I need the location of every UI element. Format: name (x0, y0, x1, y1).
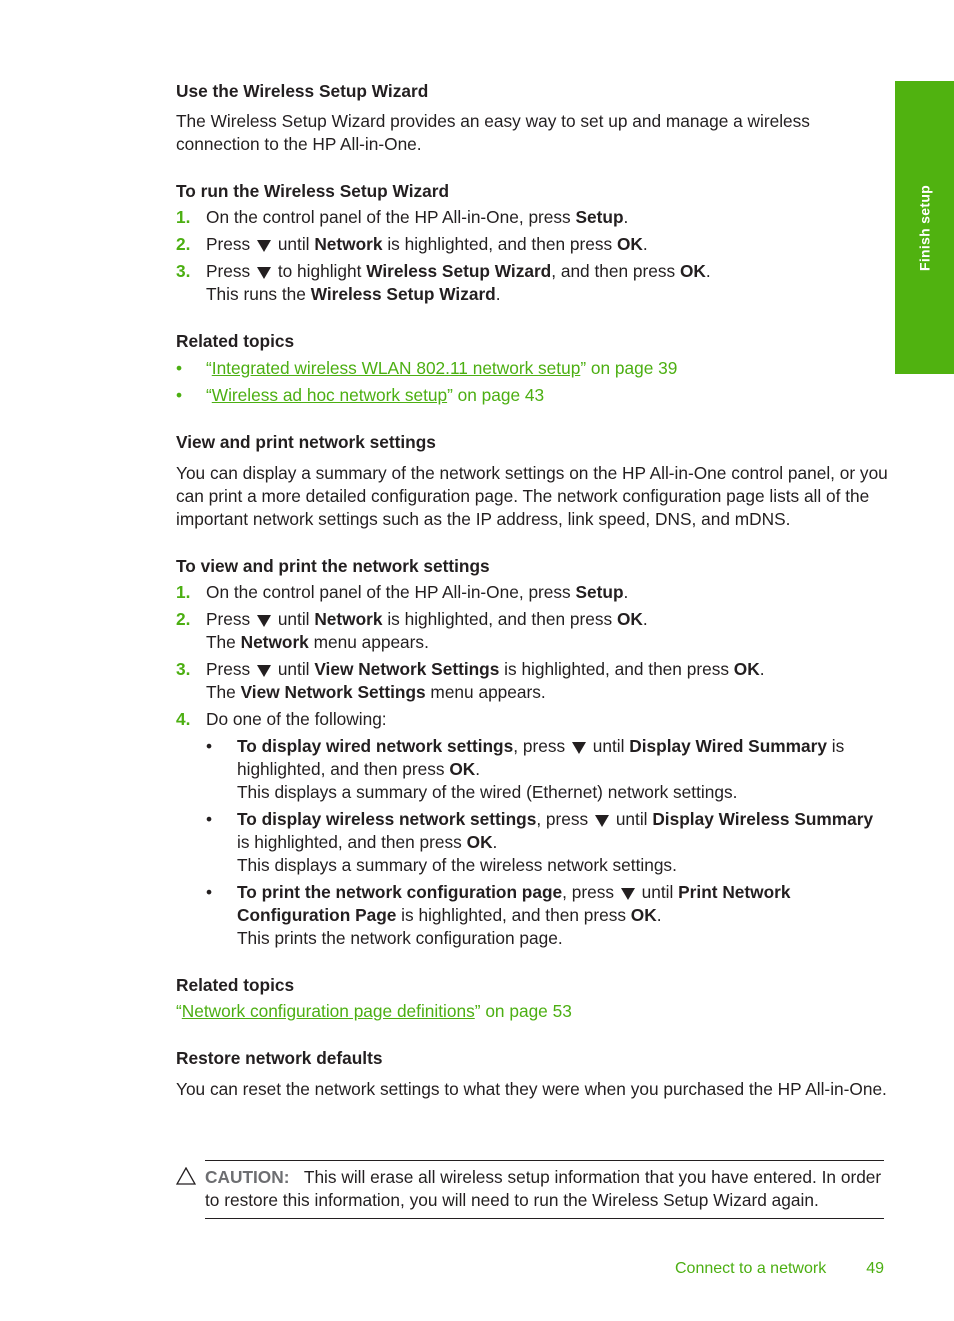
caution-rule-bottom (205, 1218, 884, 1219)
related-item: • “Wireless ad hoc network setup” on page 43 (176, 385, 545, 405)
related-link[interactable]: Integrated wireless WLAN 802.11 network setup (211, 358, 581, 378)
down-arrow-icon (257, 240, 271, 252)
section-heading: Restore network defaults (176, 1048, 383, 1068)
footer-section: Connect to a network (675, 1260, 827, 1277)
page-footer (675, 1257, 884, 1280)
warning-icon (176, 1167, 196, 1185)
step-list (176, 581, 888, 950)
related-topics-heading: Related topics (176, 975, 295, 995)
section-heading: View and print network settings (176, 432, 436, 452)
step: 4. Do one of the following: • To display wired network settings, press until Display Wired Summary is highlighted, and then press OK. This displays a summary of the wired (Ethernet) network settings. • To display wireless network settings, press until Display Wireless Summary is highlighted, and then press OK. This displays a summary of the wireless network settings. • To print the network configuration page, press until Print Network Configuration Page is highlighted, and then press OK. This prints the network configuration page. (176, 708, 888, 950)
step: 1. On the control panel of the HP All-in-One, press Setup. (176, 207, 629, 227)
step: 2. Press until Network is highlighted, and then press OK. The Network menu appears. (176, 609, 648, 652)
down-arrow-icon (257, 665, 271, 677)
related-list (176, 357, 888, 407)
side-tab (895, 81, 954, 374)
step-list (176, 206, 888, 306)
related-link[interactable]: Wireless ad hoc network setup (211, 385, 448, 405)
side-tab-label: Finish setup (916, 184, 932, 271)
section-heading: Use the Wireless Setup Wizard (176, 81, 429, 101)
option-list (206, 735, 888, 950)
down-arrow-icon (621, 888, 635, 900)
paragraph: The Wireless Setup Wizard provides an easy way to set up and manage a wireless connection to the HP All-in-One. (176, 111, 810, 154)
paragraph: You can reset the network settings to what they were when you purchased the HP All-in-One. (176, 1079, 887, 1099)
down-arrow-icon (595, 815, 609, 827)
procedure-heading: To view and print the network settings (176, 556, 490, 576)
down-arrow-icon (257, 615, 271, 627)
step: 1. On the control panel of the HP All-in-One, press Setup. (176, 582, 629, 602)
caution-rule-top (205, 1160, 884, 1161)
option-item: • To display wired network settings, press until Display Wired Summary is highlighted, and then press OK. This displays a summary of the wired (Ethernet) network settings. (206, 736, 845, 802)
related-topics-heading: Related topics (176, 331, 295, 351)
related-item: • “Integrated wireless WLAN 802.11 network setup” on page 39 (176, 358, 678, 378)
page-content (176, 80, 888, 1101)
related-link[interactable]: Network configuration page definitions (181, 1001, 475, 1021)
related-item: “Network configuration page definitions” on page 53 (176, 1001, 572, 1021)
step: 3. Press until View Network Settings is highlighted, and then press OK. The View Network Settings menu appears. (176, 659, 765, 702)
option-item: • To print the network configuration page, press until Print Network Configuration Page is highlighted, and then press OK. This prints the network configuration page. (206, 882, 791, 948)
step: 2. Press until Network is highlighted, and then press OK. (176, 234, 648, 254)
procedure-heading: To run the Wireless Setup Wizard (176, 181, 450, 201)
option-item: • To display wireless network settings, press until Display Wireless Summary is highlighted, and then press OK. This displays a summary of the wireless network settings. (206, 809, 874, 875)
page-number: 49 (866, 1260, 884, 1277)
caution-text: CAUTION: This will erase all wireless setup information that you have entered. In order to restore this information, you will need to run the Wireless Setup Wizard again. (205, 1167, 882, 1210)
paragraph: You can display a summary of the network settings on the HP All-in-One control panel, or you can print a more detailed configuration page. The network configuration page lists all of the important network settings such as the IP address, link speed, DNS, and mDNS. (176, 463, 888, 529)
down-arrow-icon (572, 742, 586, 754)
step: 3. Press to highlight Wireless Setup Wizard, and then press OK. This runs the Wireless Setup Wizard. (176, 261, 711, 304)
down-arrow-icon (257, 267, 271, 279)
